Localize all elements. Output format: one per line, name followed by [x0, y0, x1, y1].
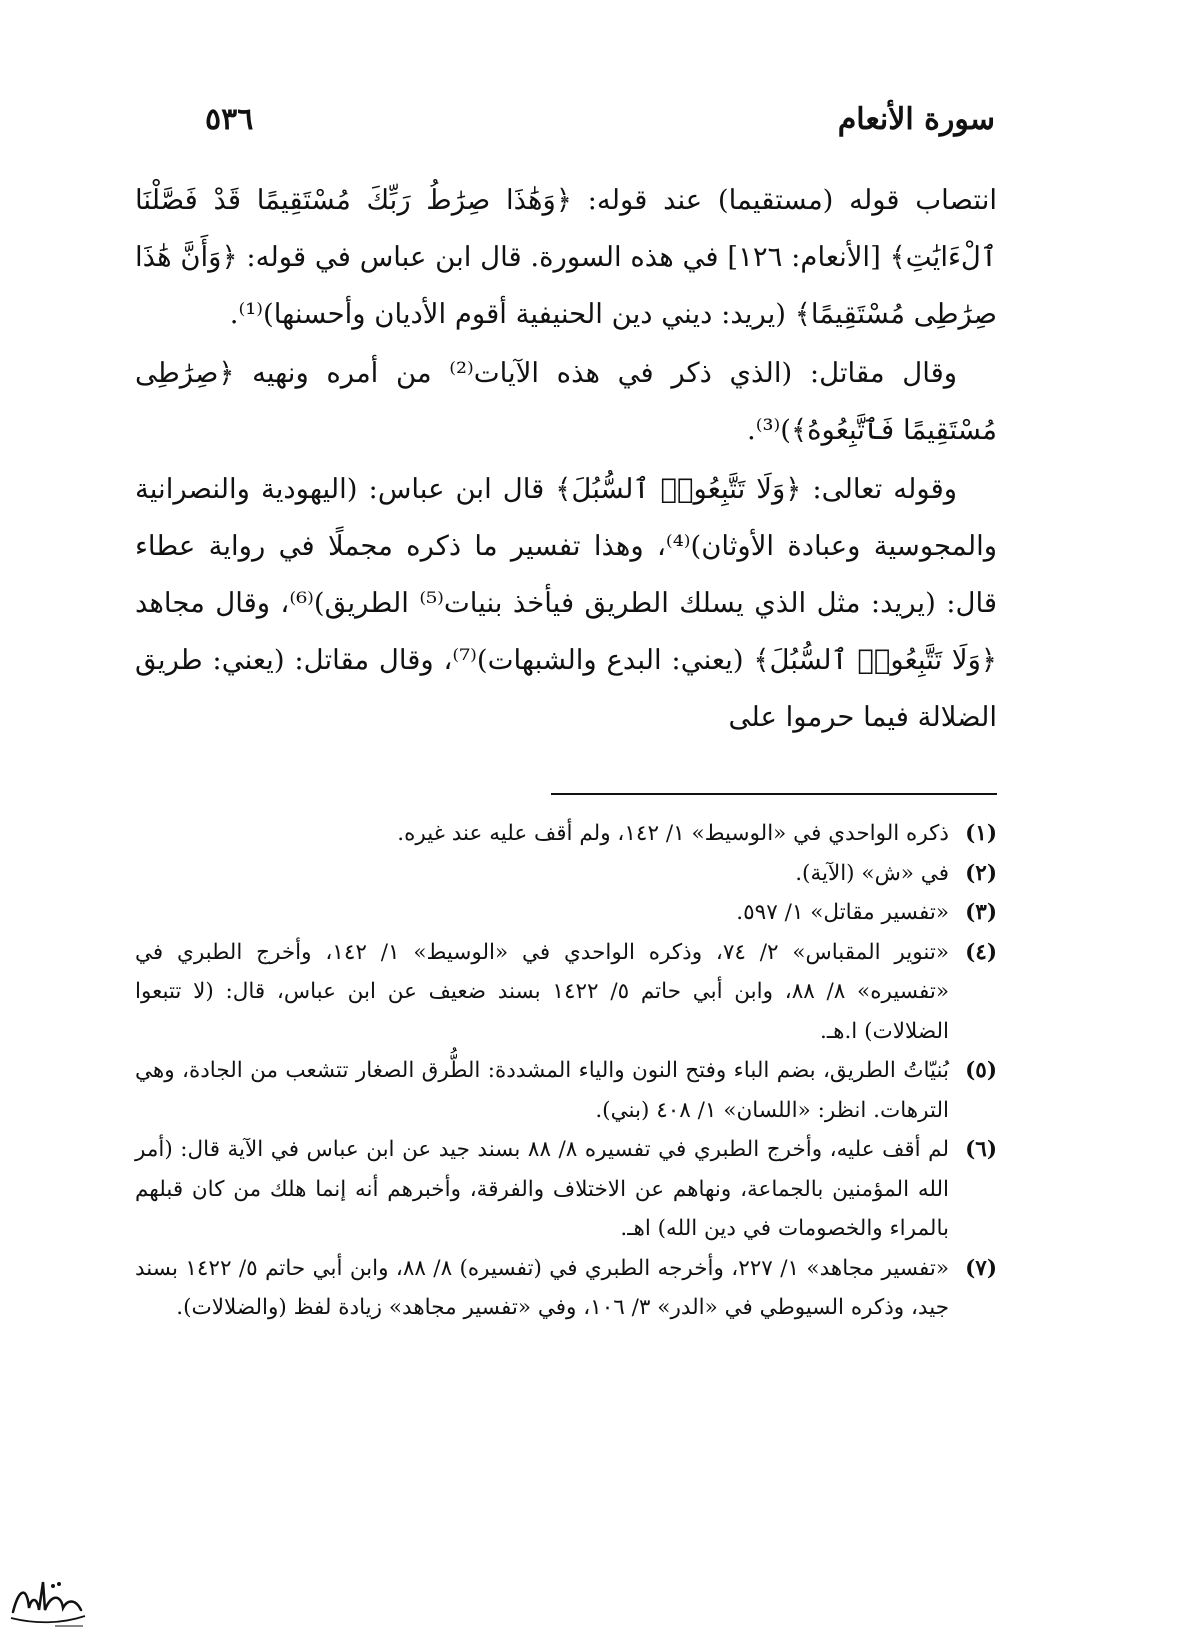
footnote-item [135, 1051, 997, 1130]
footnote-text: في «ش» (الآية). [795, 860, 949, 886]
footnote-text: لم أقف عليه، وأخرج الطبري في تفسيره ٨/ ٨٨ بسند جيد عن ابن عباس في الآية قال: (أمر الله المؤمنين بالجماعة، ونهاهم عن الاختلاف والفرقة، وأخبرهم أنه إنما هلك من كان قبلهم بالمراء والخصومات في دين الله) اهـ. [135, 1137, 949, 1241]
surah-title: سورة الأنعام [837, 101, 995, 137]
footnote-text: «تنوير المقباس» ٢/ ٧٤، وذكره الواحدي في «الوسيط» ١/ ١٤٢، وأخرج الطبري في «تفسيره» ٨/ ٨٨، وابن أبي حاتم ٥/ ١٤٢٢ بسند ضعيف عن ابن عباس، قال: (لا تتبعوا الضلالات) ا.هـ. [135, 939, 950, 1044]
footnote-item [135, 1249, 997, 1328]
footnote-number: (٦) [965, 1137, 997, 1162]
body-paragraph: وقال مقاتل: (الذي ذكر في هذه الآيات⁽²⁾ من أمره ونهيه ﴿صِرَٰطِى مُسْتَقِيمًا فَٱتَّبِعُوهُ﴾)⁽³⁾. [135, 357, 997, 446]
footnote-item [135, 893, 997, 933]
footnote-item [135, 933, 997, 1052]
page-header [205, 95, 995, 143]
footnote-divider [551, 793, 997, 795]
footnote-item [135, 814, 997, 854]
footnote-text: «تفسير مقاتل» ١/ ٥٩٧. [736, 900, 949, 925]
calligraphy-logo-icon [5, 1568, 89, 1632]
footnote-text: بُنيّاتُ الطريق، بضم الباء وفتح النون والياء المشددة: الطُّرق الصغار تتشعب من الجادة، وهي الترهات. انظر: «اللسان» ١/ ٤٠٨ (بني). [135, 1058, 949, 1123]
footnote-text: ذكره الواحدي في «الوسيط» ١/ ١٤٢، ولم أقف عليه عند غيره. [397, 821, 949, 846]
footnote-text: «تفسير مجاهد» ١/ ٢٢٧، وأخرجه الطبري في (تفسيره) ٨/ ٨٨، وابن أبي حاتم ٥/ ١٤٢٢ بسند جيد، وذكره السيوطي في «الدر» ٣/ ١٠٦، وفي «تفسير مجاهد» زيادة لفظ (والضلالات). [135, 1255, 950, 1320]
body-paragraph: انتصاب قوله (مستقيما) عند قوله: ﴿وَهَٰذَا صِرَٰطُ رَبِّكَ مُسْتَقِيمًا قَدْ فَصَّلْنَا ٱلْءَايَٰتِ﴾ [الأنعام: ١٢٦] في هذه السورة. قال ابن عباس في قوله: ﴿وَأَنَّ هَٰذَا صِرَٰطِى مُسْتَقِيمًا﴾ (يريد: ديني دين الحنيفية أقوم الأديان وأحسنها)⁽¹⁾. [135, 184, 997, 330]
footnote-number: (١) [965, 821, 997, 846]
footnote-number: (٢) [965, 860, 997, 886]
footnote-number: (٥) [965, 1058, 997, 1083]
page-number: ٥٣٦ [205, 101, 254, 137]
footnote-number: (٤) [965, 939, 997, 965]
main-text [135, 172, 997, 746]
footnote-item [135, 1130, 997, 1249]
footnote-item [135, 854, 997, 894]
footnotes [135, 814, 997, 1328]
footnote-number: (٣) [965, 900, 997, 925]
body-paragraph: وقوله تعالى: ﴿وَلَا تَتَّبِعُوا۟ ٱلسُّبُلَ﴾ قال ابن عباس: (اليهودية والنصرانية والمجوسية وعبادة الأوثان)⁽⁴⁾، وهذا تفسير ما ذكره مجملًا في رواية عطاء قال: (يريد: مثل الذي يسلك الطريق فيأخذ بنيات⁽⁵⁾ الطريق)⁽⁶⁾، وقال مجاهد ﴿وَلَا تَتَّبِعُوا۟ ٱلسُّبُلَ﴾ (يعني: البدع والشبهات)⁽⁷⁾، وقال مقاتل: (يعني: طريق الضلالة فيما حرموا على [135, 473, 998, 733]
footnote-number: (٧) [965, 1255, 997, 1281]
